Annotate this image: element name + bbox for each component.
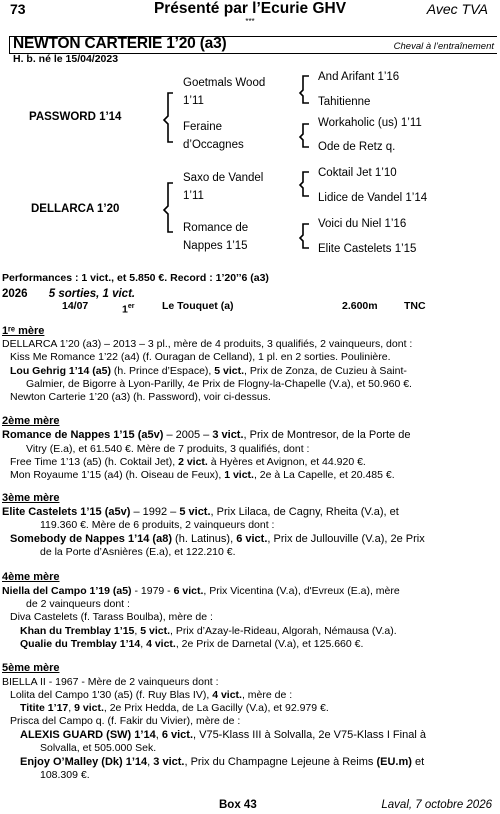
produce-name: Lou Gehrig 1’14 (a5)	[10, 365, 111, 377]
txt: ,	[155, 729, 162, 741]
txt: ,	[68, 702, 75, 714]
performances-summary	[2, 272, 269, 285]
perf-year: 2026	[2, 288, 28, 300]
ped-line: Feraine	[183, 121, 222, 133]
txt: ,	[140, 638, 147, 650]
txt: , V75-Klass III à Solvalla, 2e V75-Klass I Final à	[193, 729, 426, 741]
txt: ,	[134, 625, 141, 637]
ped-line: 1’11	[183, 190, 204, 202]
pedigree-dss: Coktail Jet 1’10	[318, 167, 397, 179]
fifth-dam-line: Solvalla, et 505.000 Sek.	[40, 742, 157, 754]
ped-line: 1’11	[183, 95, 204, 107]
perf-track: Le Touquet (a)	[162, 300, 234, 312]
pedigree-dam: DELLARCA 1’20	[31, 203, 120, 215]
perf-place-num: 1	[122, 303, 128, 316]
produce-name: Titite 1’17	[20, 702, 69, 714]
txt: , Prix de Montresor, de la Porte de	[243, 429, 411, 441]
wins: 6 vict.	[236, 533, 268, 545]
wins: 6 vict.	[161, 729, 193, 741]
wins: 5 vict.	[179, 506, 211, 518]
txt: , Prix Lilaca, de Cagny, Rheita (V.a), et	[210, 506, 399, 518]
dam-name: Elite Castelets 1’15 (a5v)	[2, 506, 131, 518]
horse-birth: H. b. né le 15/04/2023	[13, 53, 119, 65]
ped-line: Romance de	[183, 222, 249, 234]
perf-date: 14/07	[62, 300, 89, 312]
txt: – 1992 –	[130, 506, 180, 518]
fourth-dam-line	[2, 585, 400, 598]
txt: - 1979 -	[131, 585, 174, 597]
third-dam-line: de la Porte d’Asnières (E.a), et 122.210 €.	[40, 546, 236, 558]
fifth-dam-line	[10, 689, 292, 702]
pedigree-sds: Workaholic (us) 1’11	[318, 117, 422, 129]
produce-name: Khan du Tremblay 1’15	[20, 625, 135, 637]
perf-place-sup: er	[127, 303, 135, 310]
pedigree-ssd: Tahitienne	[318, 96, 371, 108]
wins: 4 vict.	[212, 689, 242, 701]
perf-rest: , et 5.850 €. Record : 1’20’’6 (a3)	[111, 272, 269, 284]
fourth-dam-heading: 4ème mère	[2, 571, 60, 583]
presenter-title: Présenté par l’Ecurie GHV	[153, 0, 347, 17]
pedigree-sire-dam	[183, 118, 244, 154]
fifth-dam-line	[20, 702, 329, 715]
txt: Lolita del Campo 1'30 (a5) (f. Ruy Blas IV),	[10, 689, 213, 701]
pedigree-sire: PASSWORD 1’14	[29, 111, 122, 123]
dam-name: Romance de Nappes 1’15 (a5v)	[2, 429, 164, 441]
txt: ,	[147, 756, 154, 768]
txt: , mère de :	[241, 689, 293, 701]
second-dam-line	[10, 469, 395, 482]
wins: 3 vict.	[212, 429, 244, 441]
fourth-dam-line: de 2 vainqueurs dont :	[26, 598, 130, 610]
second-dam-line	[2, 429, 410, 442]
lot-number: 73	[10, 1, 26, 17]
txt: , Prix du Champagne Lejeune à Reims	[184, 756, 377, 768]
txt: à Hyères et Avignon, et 44.920 €.	[207, 456, 366, 468]
fourth-dam-line: Diva Castelets (f. Tarass Boulba), mère de :	[10, 611, 213, 623]
txt: , 2e Prix Hedda, de La Gacilly (V.a), et 92.979 €.	[103, 702, 329, 714]
perf-distance: 2.600m	[342, 300, 378, 312]
pedigree-dam-dam	[183, 219, 248, 255]
eu-mark: (EU.m)	[376, 756, 412, 768]
ped-line: Nappes 1’15	[183, 240, 248, 252]
txt: et	[411, 756, 425, 768]
wins: 5 vict.	[214, 365, 245, 377]
ped-line: Goetmals Wood	[183, 77, 266, 89]
fifth-dam-line	[20, 729, 426, 742]
txt: (h. Latinus),	[172, 533, 237, 545]
first-dam-line	[10, 365, 407, 378]
txt: , Prix de Jullouville (V.a), 2e Prix	[267, 533, 425, 545]
third-dam-line	[10, 533, 425, 546]
pedigree-dds: Voici du Niel 1’16	[318, 218, 407, 230]
wins: 9 vict.	[74, 702, 104, 714]
separator-stars: ***	[245, 17, 255, 26]
first-dam-line: Newton Carterie 1’20 (a3) (h. Password), voir ci-dessus.	[10, 391, 271, 403]
third-dam-line	[2, 506, 399, 519]
pedigree-brackets	[0, 0, 500, 260]
pedigree-sss: And Arifant 1’16	[318, 71, 400, 83]
horse-status: Cheval à l’entraînement	[393, 41, 494, 52]
box-number: Box 43	[219, 799, 257, 811]
sale-place-date: Laval, 7 octobre 2026	[381, 799, 492, 811]
produce-name: Qualie du Tremblay 1’14	[20, 638, 141, 650]
fourth-dam-line	[20, 625, 397, 638]
txt: Mon Royaume 1’15 (a4) (h. Oiseau de Feux),	[10, 469, 225, 481]
wins: 3 vict.	[153, 756, 185, 768]
second-dam-line	[10, 456, 366, 469]
second-dam-line: Vitry (E.a), et 61.540 €. Mère de 7 produits, 3 qualifiés, dont :	[26, 443, 310, 455]
wins: 4 vict.	[146, 638, 176, 650]
fifth-dam-line: BIELLA II - 1967 - Mère de 2 vainqueurs dont :	[2, 676, 219, 688]
first-dam-heading: 1ʳᵉ mère	[2, 325, 45, 337]
txt: , Prix de Zonza, de Cuzieu à Saint-	[244, 365, 407, 377]
third-dam-line: 119.360 €. Mère de 6 produits, 2 vainqueurs dont :	[40, 519, 275, 531]
pedigree-dsd: Lidice de Vandel 1’14	[318, 192, 428, 204]
fifth-dam-line	[20, 756, 424, 769]
perf-sorties: 5 sorties, 1 vict.	[48, 288, 136, 300]
fifth-dam-heading: 5ème mère	[2, 662, 60, 674]
first-dam-line: DELLARCA 1’20 (a3) – 2013 – 3 pl., mère de 4 produits, 3 qualifiés, 2 vainqueurs, dont :	[2, 338, 413, 350]
perf-place	[122, 300, 134, 317]
dam-name: Niella del Campo 1’19 (a5)	[2, 585, 132, 597]
pedigree-dam-sire	[183, 169, 263, 205]
perf-label: Performances :	[2, 272, 79, 284]
fifth-dam-line: Prisca del Campo q. (f. Fakir du Vivier), mère de :	[10, 715, 241, 727]
txt: (h. Prince d’Espace),	[110, 365, 215, 377]
produce-name: Somebody de Nappes 1’14 (a8)	[10, 533, 172, 545]
txt: , 2e Prix de Darnetal (V.a), et 125.660 €.	[175, 638, 364, 650]
fourth-dam-line	[20, 638, 363, 651]
produce-name: Enjoy O’Malley (Dk) 1’14	[20, 756, 148, 768]
first-dam-line: Kiss Me Romance 1’22 (a4) (f. Ouragan de Celland), 1 pl. en 2 sorties. Poulinière.	[10, 351, 391, 363]
txt: Free Time 1’13 (a5) (h. Coktail Jet),	[10, 456, 179, 468]
horse-name: NEWTON CARTERIE 1’20 (a3)	[13, 35, 227, 52]
ped-line: Saxo de Vandel	[183, 172, 264, 184]
perf-type: TNC	[404, 300, 426, 312]
wins: 2 vict.	[178, 456, 208, 468]
txt: – 2005 –	[163, 429, 213, 441]
third-dam-heading: 3ème mère	[2, 492, 60, 504]
wins: 6 vict.	[173, 585, 204, 597]
txt: , Prix d’Azay-le-Rideau, Algorah, Némausa (V.a).	[170, 625, 397, 637]
ped-line: d’Occagnes	[183, 139, 244, 151]
fifth-dam-line: 108.309 €.	[40, 769, 90, 781]
txt: , Prix Vicentina (V.a), d'Evreux (E.a), mère	[203, 585, 400, 597]
perf-wins: 1 vict.	[81, 272, 112, 284]
produce-name: ALEXIS GUARD (SW) 1’14	[20, 729, 156, 741]
txt: , 2e à La Capelle, et 20.485 €.	[253, 469, 395, 481]
pedigree-ddd: Elite Castelets 1’15	[318, 243, 417, 255]
wins: 5 vict.	[140, 625, 170, 637]
pedigree-sire-sire	[183, 74, 265, 110]
wins: 1 vict.	[224, 469, 254, 481]
second-dam-heading: 2ème mère	[2, 415, 60, 427]
pedigree-sdd: Ode de Retz q.	[318, 141, 396, 153]
first-dam-line: Galmier, de Bigorre à Lyon-Parilly, 4e Prix de Flogny-la-Chapelle (V.a), et 50.960 €.	[26, 378, 412, 390]
vat-note: Avec TVA	[426, 1, 488, 17]
